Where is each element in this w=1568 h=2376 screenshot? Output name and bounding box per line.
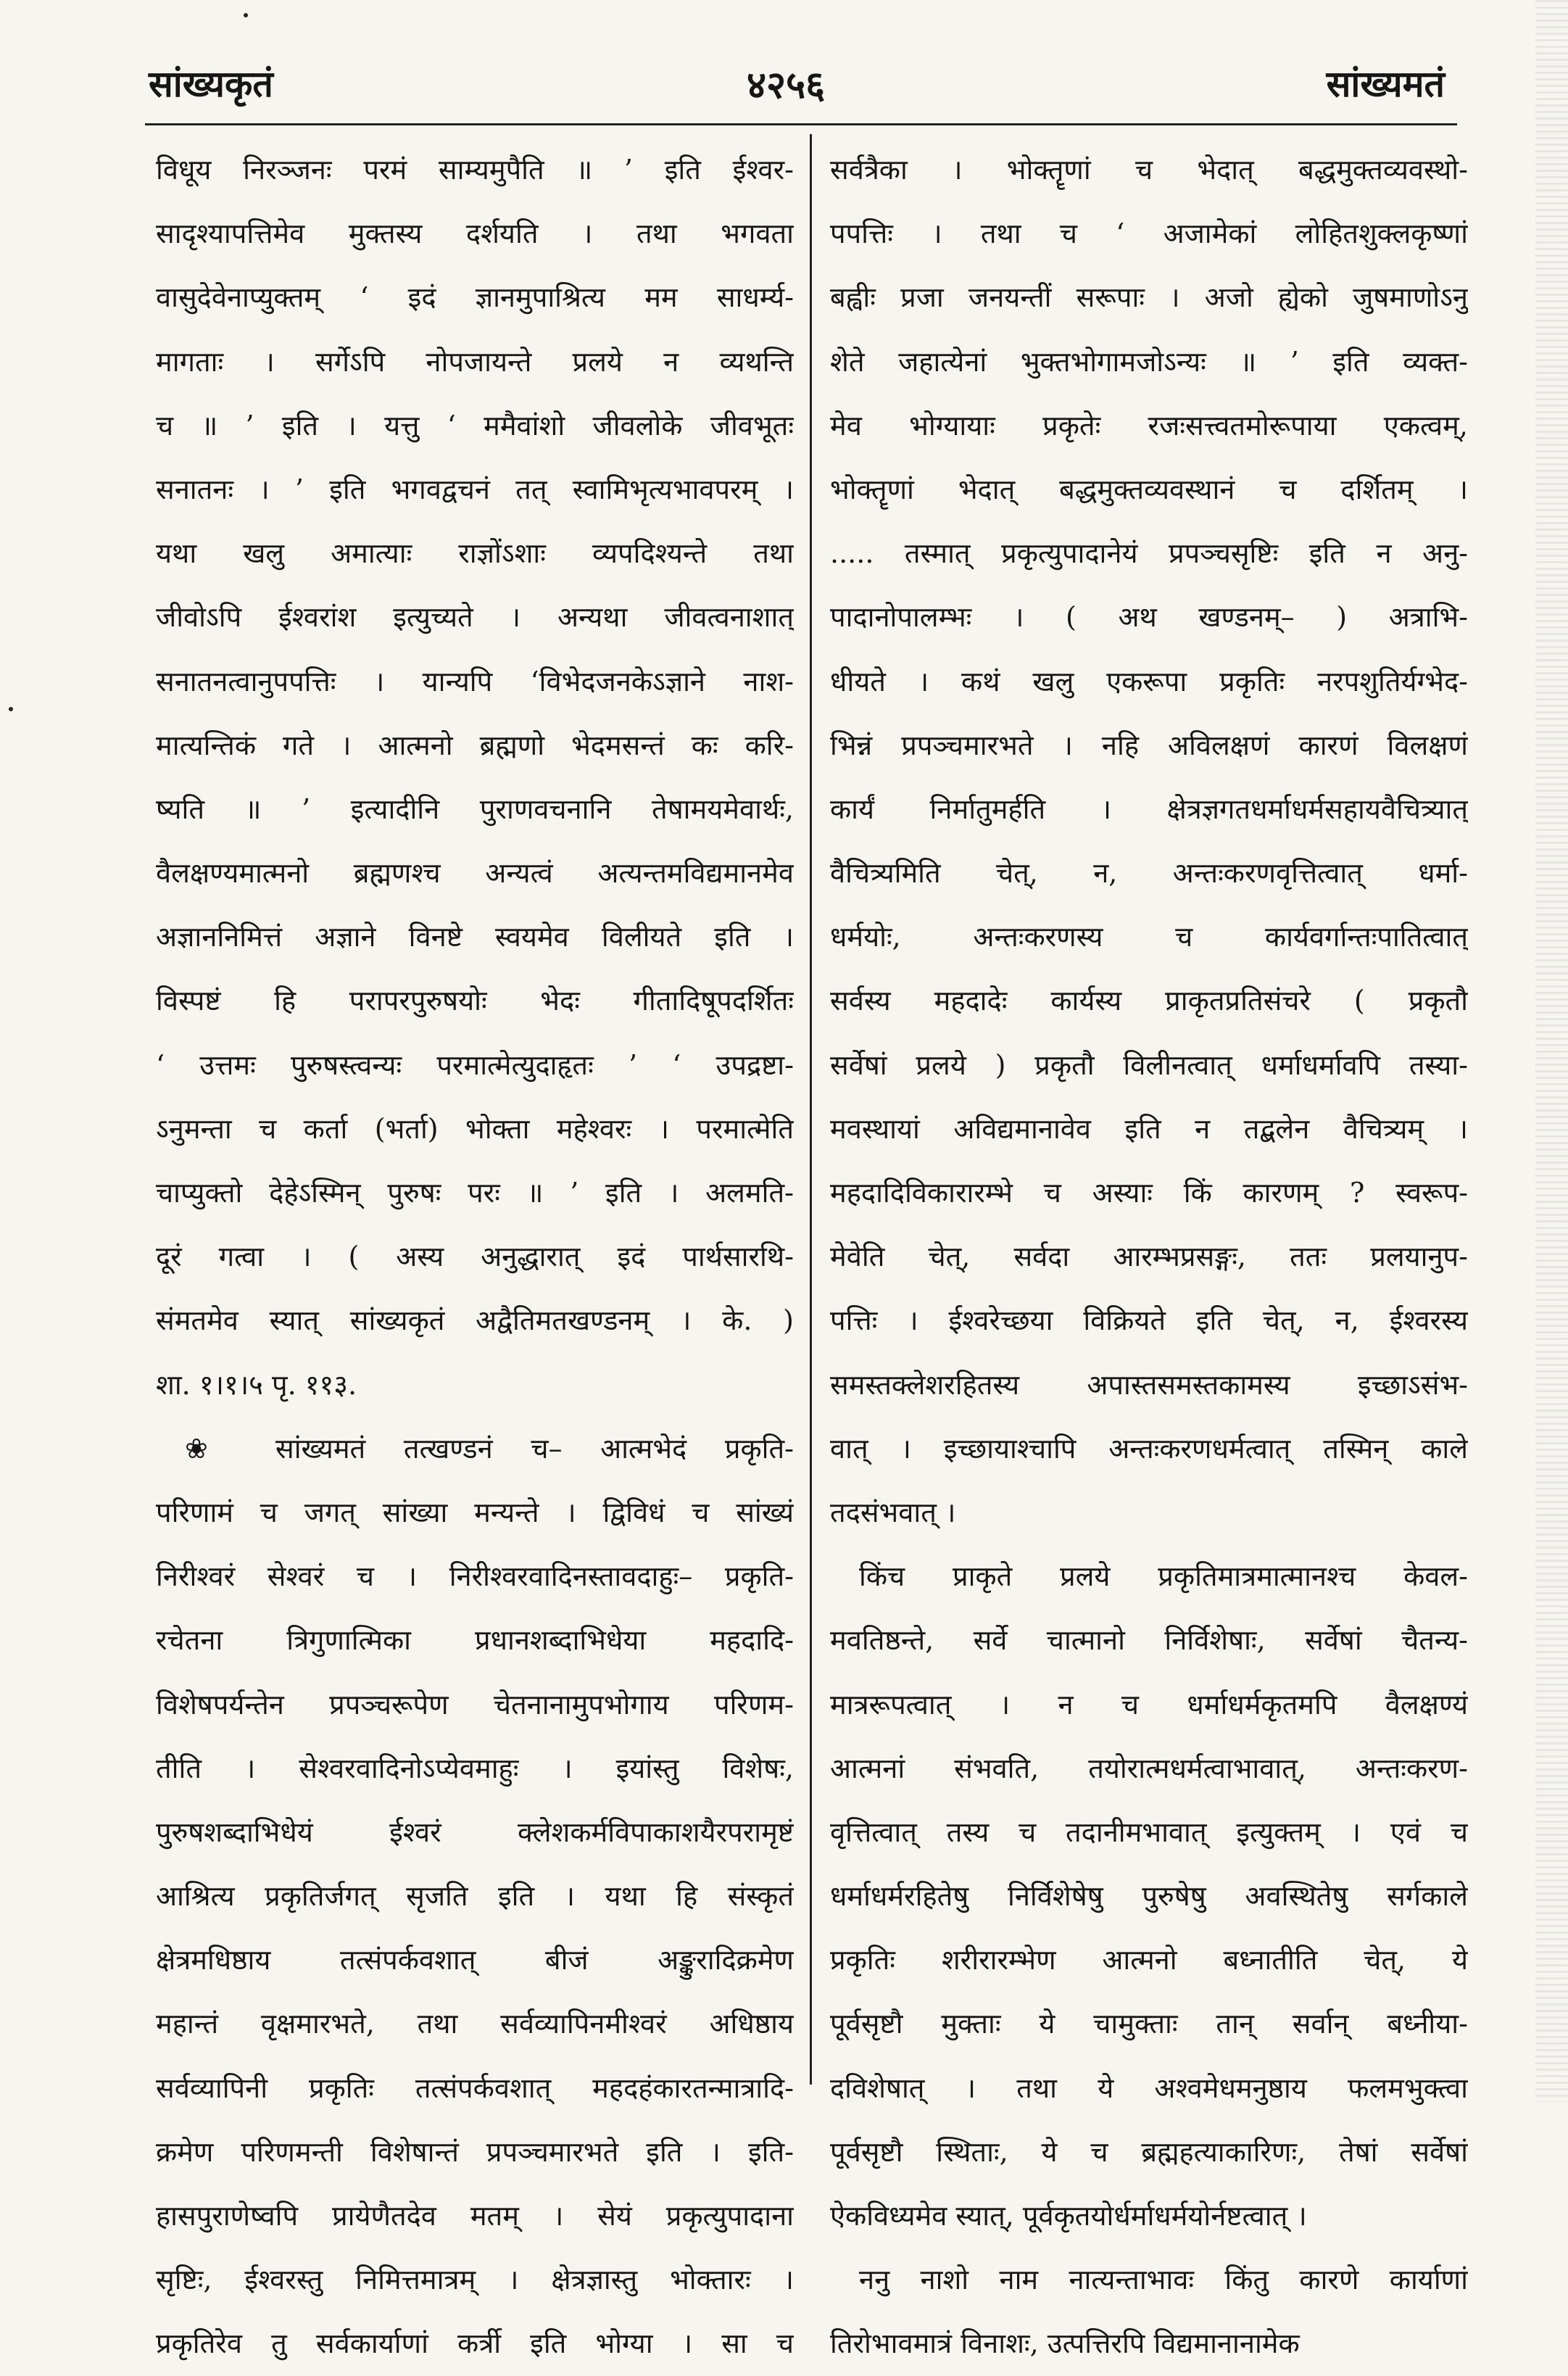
text-line: भोक्तॄणां भेदात् बद्धमुक्तव्यवस्थानं च दर्शितम् ।: [830, 473, 1468, 505]
text-line: मेवेति चेत्, सर्वदा आरम्भप्रसङ्गः, ततः प्रलयानुप-: [830, 1241, 1468, 1273]
text-line: मवतिष्ठन्ते, सर्वे चात्मानो निर्विशेषाः, सर्वेषां चैतन्य-: [830, 1624, 1468, 1657]
text-line: मागताः । सर्गेऽपि नोपजायन्ते प्रलये न व्यथन्ति: [156, 345, 794, 378]
text-line: मात्ररूपत्वात् । न च धर्माधर्मकृतमपि वैलक्षण्यं: [830, 1688, 1468, 1721]
text-line: मवस्थायां अविद्यमानावेव इति न तद्बलेन वैचित्र्यम् ।: [830, 1112, 1468, 1145]
text-line: निरीश्वरं सेश्वरं च । निरीश्वरवादिनस्तावदाहुः– प्रकृति-: [156, 1560, 794, 1593]
text-line: समस्तक्लेशरहितस्य अपास्तसमस्तकामस्य इच्छाऽसंभ-: [830, 1368, 1468, 1401]
text-line: यथा खलु अमात्याः राज्ञोंऽशाः व्यपदिश्यन्ते तथा: [156, 537, 794, 570]
text-line: ऐकविध्यमेव स्यात्, पूर्वकृतयोर्धर्माधर्मयोर्नष्टत्वात् ।: [830, 2200, 1307, 2232]
text-line: ष्यति ॥ ’ इत्यादीनि पुराणवचनानि तेषामयमेवार्थः,: [156, 792, 794, 825]
text-line: पादानोपालम्भः । ( अथ खण्डनम्– ) अत्राभि-: [830, 601, 1468, 634]
text-line: सर्वव्यापिनी प्रकृतिः तत्संपर्कवशात् महदहंकारतन्मात्रादि-: [156, 2071, 794, 2104]
text-line: मेव भोग्यायाः प्रकृतेः रजःसत्त्वतमोरूपाया एकत्वम्,: [830, 409, 1468, 442]
text-line: महान्तं वृक्षमारभते, तथा सर्वव्यापिनमीश्वरं अधिष्ठाय: [156, 2008, 794, 2040]
text-line: सनातनः । ’ इति भगवद्वचनं तत् स्वामिभृत्यभावपरम् ।: [156, 473, 794, 505]
text-line: सर्वत्रैका । भोक्तॄणां च भेदात् बद्धमुक्तव्यवस्थो-: [830, 154, 1468, 186]
text-line: भिन्नं प्रपञ्चमारभते । नहि अविलक्षणं कारणं विलक्षणं: [830, 729, 1468, 761]
text-line: रचेतना त्रिगुणात्मिका प्रधानशब्दाभिधेया महदादि-: [156, 1624, 794, 1657]
text-line: वैलक्षण्यमात्मनो ब्रह्मणश्च अन्यत्वं अत्यन्तमविद्यमानमेव: [156, 857, 794, 890]
text-line: विस्पष्टं हि परापरपुरुषयोः भेदः गीतादिषूपदर्शितः: [156, 985, 794, 1017]
text-line: धीयते । कथं खलु एकरूपा प्रकृतिः नरपशुतिर्यग्भेद-: [830, 665, 1468, 698]
text-line: सृष्टिः, ईश्वरस्तु निमित्तमात्रम् । क्षेत्रज्ञास्तु भोक्तारः ।: [156, 2264, 794, 2296]
text-line: सर्वेषां प्रलये ) प्रकृतौ विलीनत्वात् धर्माधर्मावपि तस्या-: [830, 1048, 1468, 1081]
text-line: दूरं गत्वा । ( अस्य अनुद्धारात् इदं पार्थसारथि-: [156, 1241, 794, 1273]
text-line: जीवोऽपि ईश्वरांश इत्युच्यते । अन्यथा जीवत्वनाशात्: [156, 601, 794, 634]
text-line: वात् । इच्छायाश्चापि अन्तःकरणधर्मत्वात् तस्मिन् काले: [830, 1432, 1468, 1465]
text-line: ..... तस्मात् प्रकृत्युपादानेयं प्रपञ्चसृष्टिः इति न अनु-: [830, 537, 1468, 570]
text-line: ❀ सांख्यमतं तत्खण्डनं च– आत्मभेदं प्रकृति-: [185, 1432, 794, 1465]
text-line: परिणामं च जगत् सांख्या मन्यन्ते । द्विविधं च सांख्यं: [156, 1496, 794, 1528]
text-line: शा. १।१।५ पृ. ११३.: [156, 1368, 357, 1401]
text-line: प्रकृतिः शरीरारम्भेण आत्मनो बध्नातीति चेत्, ये: [830, 1944, 1468, 1976]
text-line: च ॥ ’ इति । यत्तु ‘ ममैवांशो जीवलोके जीवभूतः: [156, 409, 794, 442]
text-line: किंच प्राकृते प्रलये प्रकृतिमात्रमात्मानश्च केवल-: [859, 1560, 1468, 1593]
text-line: धर्मयोः, अन्तःकरणस्य च कार्यवर्गान्तःपातित्वात्: [830, 921, 1468, 953]
text-line: क्रमेण परिणमन्ती विशेषान्तं प्रपञ्चमारभते इति । इति-: [156, 2135, 794, 2168]
text-line: पूर्वसृष्टौ मुक्ताः ये चामुक्ताः तान् सर्वान् बध्नीया-: [830, 2008, 1468, 2040]
text-line: ननु नाशो नाम नात्यन्ताभावः किंतु कारणे कार्याणां: [859, 2264, 1468, 2296]
text-line: प्रकृतिरेव तु सर्वकार्याणां कर्त्री इति भोग्या । सा च: [156, 2327, 794, 2360]
text-line: वैचित्र्यमिति चेत्, न, अन्तःकरणवृत्तित्वात् धर्मा-: [830, 857, 1468, 890]
text-line: महदादिविकारारम्भे च अस्याः किं कारणम् ? स्वरूप-: [830, 1177, 1468, 1209]
text-line: पूर्वसृष्टौ स्थिताः, ये च ब्रह्महत्याकारिणः, तेषां सर्वेषां: [830, 2135, 1468, 2168]
speck: [244, 13, 248, 17]
text-line: सर्वस्य महदादेः कार्यस्य प्राकृतप्रतिसंचरे ( प्रकृतौ: [830, 985, 1468, 1017]
header-rule: [145, 123, 1457, 125]
text-line: ऽनुमन्ता च कर्ता (भर्ता) भोक्ता महेश्वरः । परमात्मेति: [156, 1112, 794, 1145]
text-line: तदसंभवात् ।: [830, 1496, 956, 1528]
speck: [9, 707, 13, 711]
text-line: संमतमेव स्यात् सांख्यकृतं अद्वैतिमतखण्डनम् । के. ): [156, 1304, 794, 1337]
text-line: सादृश्यापत्तिमेव मुक्तस्य दर्शयति । तथा भगवता: [156, 218, 794, 250]
text-line: सनातनत्वानुपपत्तिः । यान्यपि ‘विभेदजनकेऽज्ञाने नाश-: [156, 665, 794, 698]
header-left-title: सांख्यकृतं: [149, 62, 273, 105]
text-line: पुरुषशब्दाभिधेयं ईश्वरं क्लेशकर्मविपाकाशयैरपरामृष्टं: [156, 1816, 794, 1848]
text-line: विशेषपर्यन्तेन प्रपञ्चरूपेण चेतनानामुपभोगाय परिणम-: [156, 1688, 794, 1721]
text-line: बह्वीः प्रजा जनयन्तीं सरूपाः । अजो ह्येको जुषमाणोऽनु: [830, 281, 1468, 314]
text-line: अज्ञाननिमित्तं अज्ञाने विनष्टे स्वयमेव विलीयते इति ।: [156, 921, 794, 953]
text-line: पत्तिः । ईश्वरेच्छया विक्रियते इति चेत्, न, ईश्वरस्य: [830, 1304, 1468, 1337]
text-line: कार्यं निर्मातुमर्हति । क्षेत्रज्ञगतधर्माधर्मसहायवैचित्र्यात्: [830, 792, 1468, 825]
text-line: वृत्तित्वात् तस्य च तदानीमभावात् इत्युक्तम् । एवं च: [830, 1816, 1468, 1848]
page-number: ४२५६: [747, 63, 826, 107]
text-line: धर्माधर्मरहितेषु निर्विशेषेषु पुरुषेषु अवस्थितेषु सर्गकाले: [830, 1880, 1468, 1913]
page-edge: [1535, 0, 1568, 2102]
text-line: क्षेत्रमधिष्ठाय तत्संपर्कवशात् बीजं अङ्कुरादिक्रमेण: [156, 1944, 794, 1976]
text-line: ‘ उत्तमः पुरुषस्त्वन्यः परमात्मेत्युदाहृतः ’ ‘ उपद्रष्टा-: [156, 1048, 794, 1081]
text-line: विधूय निरञ्जनः परमं साम्यमुपैति ॥ ’ इति ईश्वर-: [156, 154, 794, 186]
text-line: चाप्युक्तो देहेऽस्मिन् पुरुषः परः ॥ ’ इति । अलमति-: [156, 1177, 794, 1209]
header-right-title: सांख्यमतं: [1326, 62, 1445, 105]
column-divider: [810, 134, 812, 2085]
text-line: हासपुराणेष्वपि प्रायेणैतदेव मतम् । सेयं प्रकृत्युपादाना: [156, 2200, 794, 2232]
running-header: [0, 58, 1568, 109]
text-line: दविशेषात् । तथा ये अश्वमेधमनुष्ठाय फलमभुक्त्वा: [830, 2071, 1468, 2104]
text-line: तिरोभावमात्रं विनाशः, उत्पत्तिरपि विद्यमानानामेक: [830, 2327, 1300, 2360]
right-column: [830, 138, 1468, 2376]
text-line: पपत्तिः । तथा च ‘ अजामेकां लोहितशुक्लकृष्णां: [830, 218, 1468, 250]
text-line: आत्मनां संभवति, तयोरात्मधर्मत्वाभावात्, अन्तःकरण-: [830, 1752, 1468, 1784]
left-column: [156, 138, 794, 2376]
text-line: शेते जहात्येनां भुक्तभोगामजोऽन्यः ॥ ’ इति व्यक्त-: [830, 345, 1468, 378]
text-line: मात्यन्तिकं गते । आत्मनो ब्रह्मणो भेदमसन्तं कः करि-: [156, 729, 794, 761]
text-line: वासुदेवेनाप्युक्तम् ‘ इदं ज्ञानमुपाश्रित्य मम साधर्म्य-: [156, 281, 794, 314]
text-line: तीति । सेश्वरवादिनोऽप्येवमाहुः । इयांस्तु विशेषः,: [156, 1752, 794, 1784]
text-line: आश्रित्य प्रकृतिर्जगत् सृजति इति । यथा हि संस्कृतं: [156, 1880, 794, 1913]
